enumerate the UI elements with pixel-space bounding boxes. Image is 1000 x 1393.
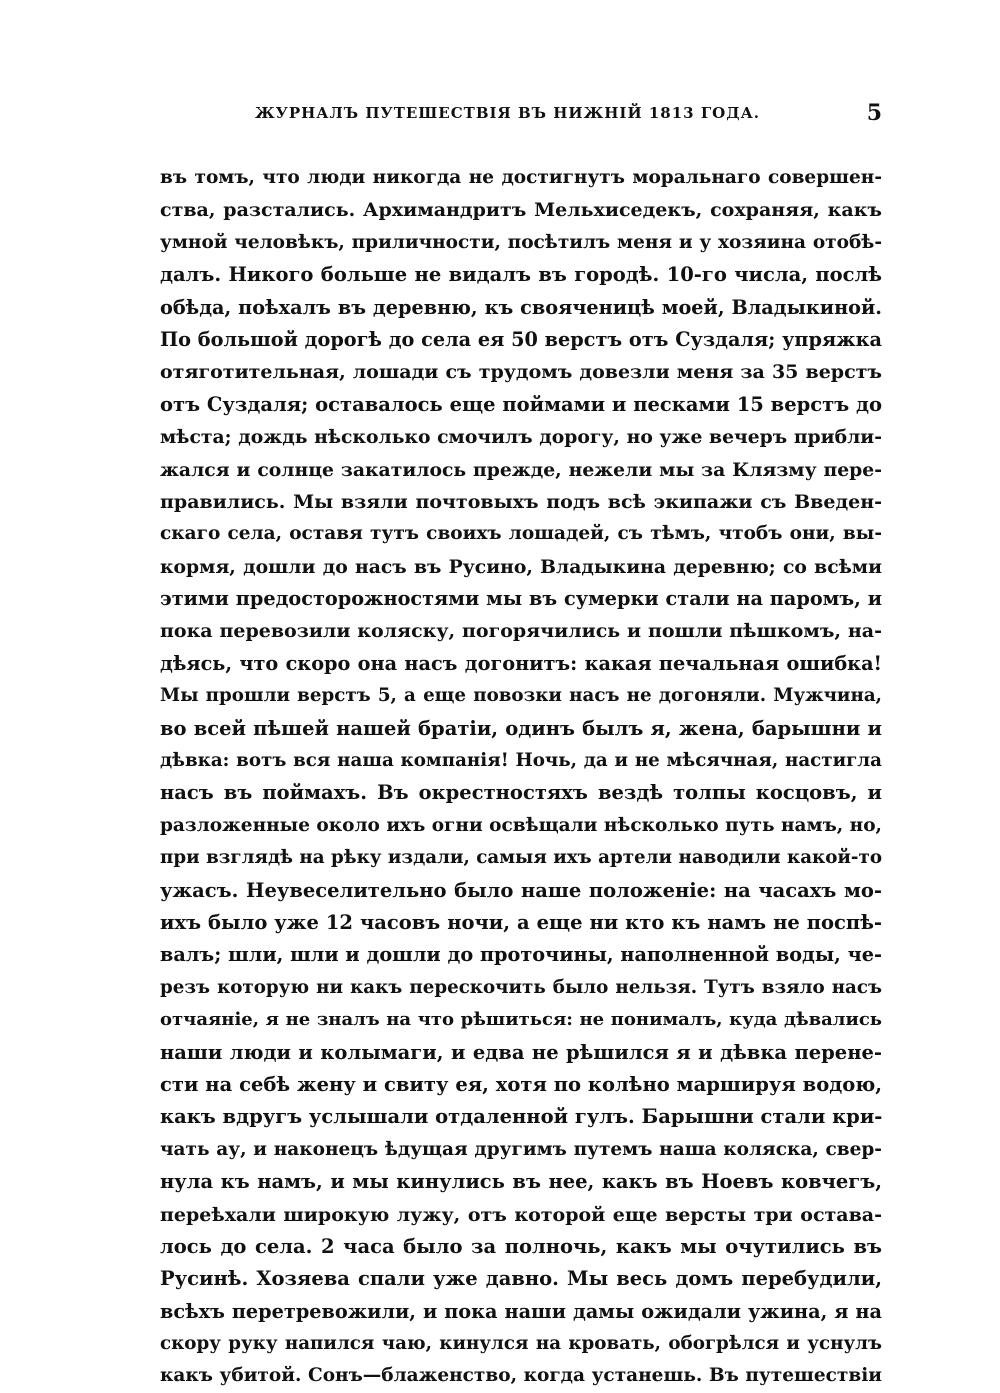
- text-line: отчаяніе, я не зналъ на что рѣшиться: не понималъ, куда дѣвались: [160, 1009, 882, 1031]
- body-text: [160, 162, 882, 1393]
- text-line: чать ау, и наконецъ ѣдущая другимъ путемъ наша коляска, свер-: [160, 1138, 882, 1160]
- text-line: лось до села. 2 часа было за полночь, какъ мы очутились въ: [160, 1234, 882, 1258]
- text-line: насъ въ поймахъ. Въ окрестностяхъ вездѣ толпы косцовъ, и: [160, 781, 882, 805]
- text-line: дѣясь, что скоро она насъ догонитъ: какая печальная ошибка!: [160, 651, 882, 675]
- text-line: Мы прошли верстъ 5, а еще повозки насъ не догоняли. Мужчина,: [160, 685, 882, 707]
- text-line: нула къ намъ, и мы кинулись въ нее, какъ въ Ноевъ ковчегъ,: [160, 1170, 882, 1194]
- text-line: скаго села, оставя тутъ своихъ лошадей, съ тѣмъ, чтобъ они, вы-: [160, 523, 882, 545]
- text-line: отяготительная, лошади съ трудомъ довезли меня за 35 верстъ: [160, 361, 882, 384]
- running-title: ЖУРНАЛЪ ПУТЕШЕСТВІЯ ВЪ НИЖНІЙ 1813 ГОДА.: [255, 104, 761, 122]
- text-line: мѣста; дождь нѣсколько смочилъ дорогу, но уже вечеръ прибли-: [160, 426, 882, 449]
- text-line: резъ которую ни какъ перескочить было нельзя. Тутъ взяло насъ: [160, 976, 882, 998]
- text-line: дѣвка: вотъ вся наша компанія! Ночь, да и не мѣсячная, настигла: [160, 750, 882, 772]
- text-line: въ томъ, что люди никогда не достигнутъ моральнаго совершен-: [160, 167, 882, 188]
- text-line: какъ убитой. Сонъ—блаженство, когда устанешь. Въ путешествіи: [160, 1365, 882, 1387]
- text-line: сти на себѣ жену и свиту ея, хотя по колѣно маршируя водою,: [160, 1072, 882, 1096]
- text-line: этими предосторожностями мы въ сумерки стали на паромъ, и: [160, 587, 882, 611]
- text-line: разложенные около ихъ огни освѣщали нѣсколько путь намъ, но,: [160, 814, 882, 836]
- text-line: правились. Мы взяли почтовыхъ подъ всѣ экипажи съ Введен-: [160, 490, 882, 513]
- text-line: обѣда, поѣхалъ въ деревню, къ свояченицѣ моей, Владыкиной.: [160, 295, 882, 319]
- text-line: какъ вдругъ услышали отдаленной гулъ. Барышни стали кри-: [160, 1105, 882, 1129]
- text-line: пока перевозили коляску, погорячились и пошли пѣшкомъ, на-: [160, 620, 882, 643]
- text-line: далъ. Никого больше не видалъ въ городѣ. 10-го числа, послѣ: [160, 263, 882, 287]
- text-line: при взглядѣ на рѣку издали, самыя ихъ артели наводили какой-то: [160, 847, 882, 869]
- text-line: ужасъ. Неувеселительно было наше положеніе: на часахъ мо-: [160, 878, 882, 902]
- text-line: во всей пѣшей нашей братіи, одинъ былъ я, жена, барышни и: [160, 716, 882, 740]
- text-line: отъ Суздаля; оставалось еще поймами и песками 15 верстъ до: [160, 392, 882, 416]
- text-line: умной человѣкъ, приличности, посѣтилъ меня и у хозяина отобѣ-: [160, 231, 882, 253]
- text-line: Русинѣ. Хозяева спали уже давно. Мы весь домъ перебудили,: [160, 1267, 882, 1291]
- text-line: скору руку напился чаю, кинулся на кровать, обогрѣлся и уснулъ: [160, 1333, 882, 1355]
- text-line: всѣхъ перетревожили, и пока наши дамы ожидали ужина, я на: [160, 1299, 882, 1323]
- text-line: По большой дорогѣ до села ея 50 верстъ отъ Суздаля; упряжка: [160, 327, 882, 351]
- text-line: жался и солнце закатилось прежде, нежели мы за Клязму пере-: [160, 458, 882, 481]
- text-line: переѣхали широкую лужу, отъ которой еще версты три остава-: [160, 1203, 882, 1226]
- running-header: [160, 100, 882, 130]
- text-line: кормя, дошли до насъ въ Русино, Владыкина деревню; со всѣми: [160, 555, 882, 578]
- page-number: 5: [866, 100, 882, 126]
- text-line: ихъ было уже 12 часовъ ночи, а еще ни кто къ намъ не поспѣ-: [160, 910, 882, 934]
- text-line: наши люди и колымаги, и едва не рѣшился я и дѣвка перене-: [160, 1040, 882, 1064]
- text-line: валъ; шли, шли и дошли до проточины, наполненной воды, че-: [160, 943, 882, 967]
- text-line: ства, разстались. Архимандритъ Мельхиседекъ, сохраняя, какъ: [160, 199, 882, 222]
